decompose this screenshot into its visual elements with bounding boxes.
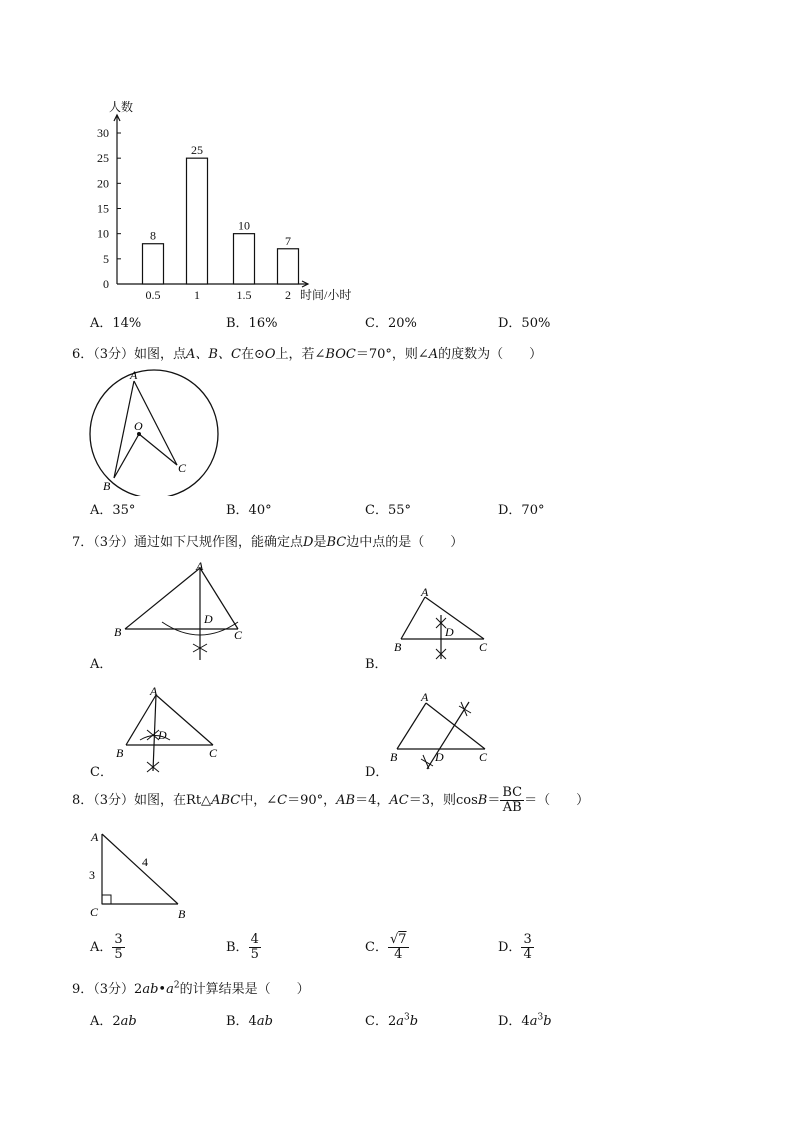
svg-text:D: D [204,612,213,626]
bar-value-label: 25 [191,143,203,158]
svg-text:C: C [90,905,99,919]
q5-option-d[interactable]: D．50% [498,316,551,331]
q5-option-b[interactable]: B．16% [226,316,278,331]
q9-option-c[interactable]: C．$2a^3b$ [365,1012,419,1029]
y-tick-label: 20 [97,176,109,191]
q9-option-d[interactable]: D．$4a^3b$ [498,1012,552,1029]
svg-text:A: A [196,560,204,573]
cos-fraction: $\frac{BC}{AB}$ [502,785,523,815]
q8-question: 8．（3分）如图，在Rt△ABC中，∠C＝90°，AB＝4，AC＝3，则cosB＝ $\frac{BC}{AB}$ ＝（ ） [72,785,590,815]
q6-option-c[interactable]: C．55° [365,503,411,518]
y-tick-label: 30 [97,126,109,140]
q7-option-a[interactable]: A． [90,657,113,672]
svg-text:A: A [150,684,158,698]
svg-text:B: B [114,625,122,639]
svg-text:A: A [421,690,429,704]
q7-figure-b [390,585,500,665]
x-tick-label: 2 [285,288,291,302]
svg-text:B: B [116,746,124,760]
bar-value-label: 7 [285,233,291,248]
bar [278,249,299,284]
q7-figure-a [110,560,250,665]
q9-option-b[interactable]: B．4ab [226,1014,273,1029]
q8-triangle-figure [85,826,195,924]
svg-text:A: A [91,830,99,844]
q7-option-c[interactable]: C． [90,765,113,780]
y-tick-label: 10 [97,226,109,241]
bar-value-label: 10 [238,218,250,233]
q6-circle-figure [85,366,225,496]
q9-question: 9．（3分）$2ab•a^2$的计算结果是（ ） [72,980,310,997]
q6-option-a[interactable]: A．35° [90,503,136,518]
q9-option-a[interactable]: A．2ab [90,1014,137,1029]
y-tick-label: 0 [103,277,109,291]
svg-text:D: D [158,728,167,742]
q6-option-d[interactable]: D．70° [498,503,545,518]
q7-figure-c [110,683,230,775]
q8-option-a[interactable]: A． $\frac{3}{5}$ [90,932,123,962]
bar [234,234,255,284]
svg-text:A: A [421,585,429,599]
q7-question: 7．（3分）通过如下尺规作图，能确定点D是BC边中点的是（ ） [72,535,464,550]
svg-text:C: C [479,640,488,654]
bar-chart [80,95,380,305]
circle-o [90,370,218,496]
q5-option-a[interactable]: A．14% [90,316,142,331]
bar [187,158,208,284]
svg-text:B: B [394,640,402,654]
svg-text:3: 3 [89,868,95,882]
svg-text:D: D [445,625,454,639]
label-o: O [134,419,143,433]
svg-text:D: D [435,750,444,764]
y-tick-label: 15 [97,201,109,216]
label-a: A [130,368,138,382]
q8-option-b[interactable]: B． $\frac{4}{5}$ [226,932,259,962]
svg-text:B: B [390,750,398,764]
label-b: B [103,479,111,493]
y-axis-label: 人数 [109,100,134,114]
q5-option-c[interactable]: C．20% [365,316,417,331]
bar-value-label: 8 [150,228,156,243]
q7-option-d[interactable]: D． [365,765,389,780]
q8-option-d[interactable]: D． $\frac{3}{4}$ [498,932,532,962]
x-tick-label: 1 [194,288,200,302]
bar [143,244,164,284]
x-tick-label: 0.5 [145,288,161,302]
x-axis-label: 时间/小时 [300,288,352,302]
q6-question: 6．（3分）如图，点A、B、C在⊙O上，若∠BOC＝70°，则∠A的度数为（ ） [72,347,543,362]
svg-text:C: C [234,628,243,642]
q8-option-c[interactable]: C． $\frac{√7}{4}$ [365,932,407,962]
svg-text:C: C [479,750,488,764]
q7-option-b[interactable]: B． [365,657,388,672]
svg-text:C: C [209,746,218,760]
q7-figure-d [385,687,500,772]
x-tick-label: 1.5 [236,288,252,302]
y-tick-label: 5 [103,251,109,266]
svg-text:4: 4 [142,855,148,869]
y-tick-label: 25 [97,151,109,166]
label-c: C [178,461,187,475]
q6-option-b[interactable]: B．40° [226,503,272,518]
svg-text:B: B [178,907,186,921]
